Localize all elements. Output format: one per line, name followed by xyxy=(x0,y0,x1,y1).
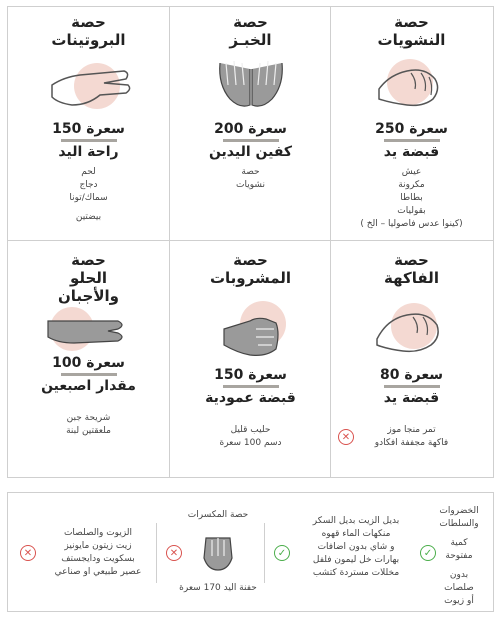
not-allowed-icon: ✕ xyxy=(166,545,182,561)
starches-card xyxy=(331,13,492,231)
block-title: حصة المكسرات xyxy=(187,510,249,520)
list-item: حصة xyxy=(241,167,260,177)
divider-bar xyxy=(223,385,279,388)
calories-label: 250 سعرة xyxy=(375,121,448,137)
card-title: البروتينات xyxy=(51,31,126,49)
list-item: سماك/تونا xyxy=(69,193,108,203)
measure-label: مقدار اصبعين xyxy=(41,378,136,394)
list-item: ملعقتين لبنة xyxy=(66,426,111,436)
two-fingers-illustration xyxy=(44,307,134,351)
calories-label: 200 سعرة xyxy=(214,121,287,137)
divider-bar xyxy=(61,373,117,376)
nuts-caption: حفنة اليد 170 سعرة xyxy=(179,583,257,593)
allowed-icon: ✓ xyxy=(420,545,436,561)
measure-label: قبضة يد xyxy=(383,144,440,160)
card-title: الخبـز xyxy=(229,31,272,49)
vegetables-block xyxy=(429,505,489,608)
food-list xyxy=(8,412,169,438)
extras-panel xyxy=(7,492,494,612)
food-list xyxy=(170,424,331,450)
measure-label: راحة اليد xyxy=(58,144,119,160)
list-item: صلصات xyxy=(444,583,474,593)
calories-label: 100 سعرة xyxy=(52,355,125,371)
palm-illustration xyxy=(44,55,134,117)
list-item: ( كينوا عدس فاصوليا – الخ) xyxy=(360,219,463,229)
list-item: حليب قليل xyxy=(230,425,271,435)
list-item: بهارات خل ليمون فلفل xyxy=(312,555,400,565)
list-item: الزيوت والصلصات xyxy=(63,528,133,538)
substitutes-block xyxy=(298,515,414,580)
measure-label: كفين اليدين xyxy=(208,144,293,160)
card-title: والأجبان xyxy=(57,287,119,305)
nuts-block xyxy=(176,509,260,595)
vertical-fist-illustration xyxy=(206,293,296,363)
calories-label: 150 سعرة xyxy=(214,367,287,383)
list-item: مخللات مستردة كتشب xyxy=(312,568,400,578)
divider-bar xyxy=(223,139,279,142)
drinks-card xyxy=(170,251,331,450)
list-item: مفتوحة xyxy=(445,551,473,561)
card-title: حصة xyxy=(233,251,268,269)
list-item: بيضتين xyxy=(75,212,102,222)
list-item: بطاطا xyxy=(400,193,423,203)
handful-icon xyxy=(198,528,238,574)
food-list xyxy=(331,166,492,231)
list-item: منكهات الماء قهوه xyxy=(321,529,391,539)
block-title: الخضروات xyxy=(439,506,479,516)
list-item: بسكويت ودايجستف xyxy=(61,554,135,564)
list-item: عصير طبيعي او صناعي xyxy=(54,567,142,577)
card-title: الفاكهة xyxy=(384,269,439,287)
list-item: تمر منجا موز xyxy=(387,425,436,435)
calories-label: 80 سعرة xyxy=(379,367,443,383)
not-allowed-icon: ✕ xyxy=(20,545,36,561)
list-item: بديل الزيت بديل السكر xyxy=(312,516,400,526)
allowed-icon: ✓ xyxy=(274,545,290,561)
food-list xyxy=(170,166,331,192)
card-title: حصة xyxy=(394,251,429,269)
portion-grid xyxy=(7,6,494,478)
measure-label: قبضة عمودية xyxy=(205,390,296,406)
card-title: حصة xyxy=(71,13,106,31)
sweets-card xyxy=(8,251,169,438)
list-item: دسم 100 سعرة xyxy=(219,438,282,448)
bread-card xyxy=(170,13,331,192)
block-title: والسلطات xyxy=(439,519,479,529)
fist-icon xyxy=(367,55,457,117)
measure-label: قبضة يد xyxy=(383,390,440,406)
grid-divider xyxy=(8,240,493,241)
fist-icon xyxy=(367,293,457,363)
divider-bar xyxy=(384,139,440,142)
divider xyxy=(156,523,157,583)
list-item: عيش xyxy=(401,167,422,177)
divider-bar xyxy=(61,139,117,142)
card-title: حصة xyxy=(394,13,429,31)
list-item: دجاج xyxy=(79,180,98,190)
oils-block xyxy=(42,527,154,579)
list-item: و شاي بدون اضافات xyxy=(317,542,395,552)
list-item: نشويات xyxy=(236,180,265,190)
vertical-fist-icon xyxy=(206,293,296,363)
fist-illustration xyxy=(367,293,457,363)
list-item: مكرونة xyxy=(398,180,425,190)
divider-bar xyxy=(384,385,440,388)
fruit-card xyxy=(331,251,492,450)
food-list xyxy=(8,166,169,224)
list-item: بدون xyxy=(449,570,469,580)
list-item: أو زيوت xyxy=(444,596,474,606)
card-title: النشويات xyxy=(377,31,446,49)
list-item: شريحة جبن xyxy=(66,413,111,423)
food-list xyxy=(331,424,492,450)
not-allowed-icon: ✕ xyxy=(338,429,354,445)
cupped-hands-illustration xyxy=(206,55,296,117)
palm-icon xyxy=(44,55,134,117)
list-item: لحم xyxy=(81,167,96,177)
card-title: الحلو xyxy=(69,269,108,287)
proteins-card xyxy=(8,13,169,224)
two-fingers-icon xyxy=(44,307,134,351)
calories-label: 150 سعرة xyxy=(52,121,125,137)
card-title: المشروبات xyxy=(209,269,292,287)
list-item: فاكهة مجففة افكادو xyxy=(374,438,449,448)
cupped-hands-icon xyxy=(206,55,296,117)
fist-illustration xyxy=(367,55,457,117)
card-title: حصة xyxy=(233,13,268,31)
divider xyxy=(264,523,265,583)
list-item: كمية xyxy=(450,538,468,548)
card-title: حصة xyxy=(71,251,106,269)
list-item: زيت زيتون مايونيز xyxy=(64,541,132,551)
list-item: بقوليات xyxy=(397,206,426,216)
